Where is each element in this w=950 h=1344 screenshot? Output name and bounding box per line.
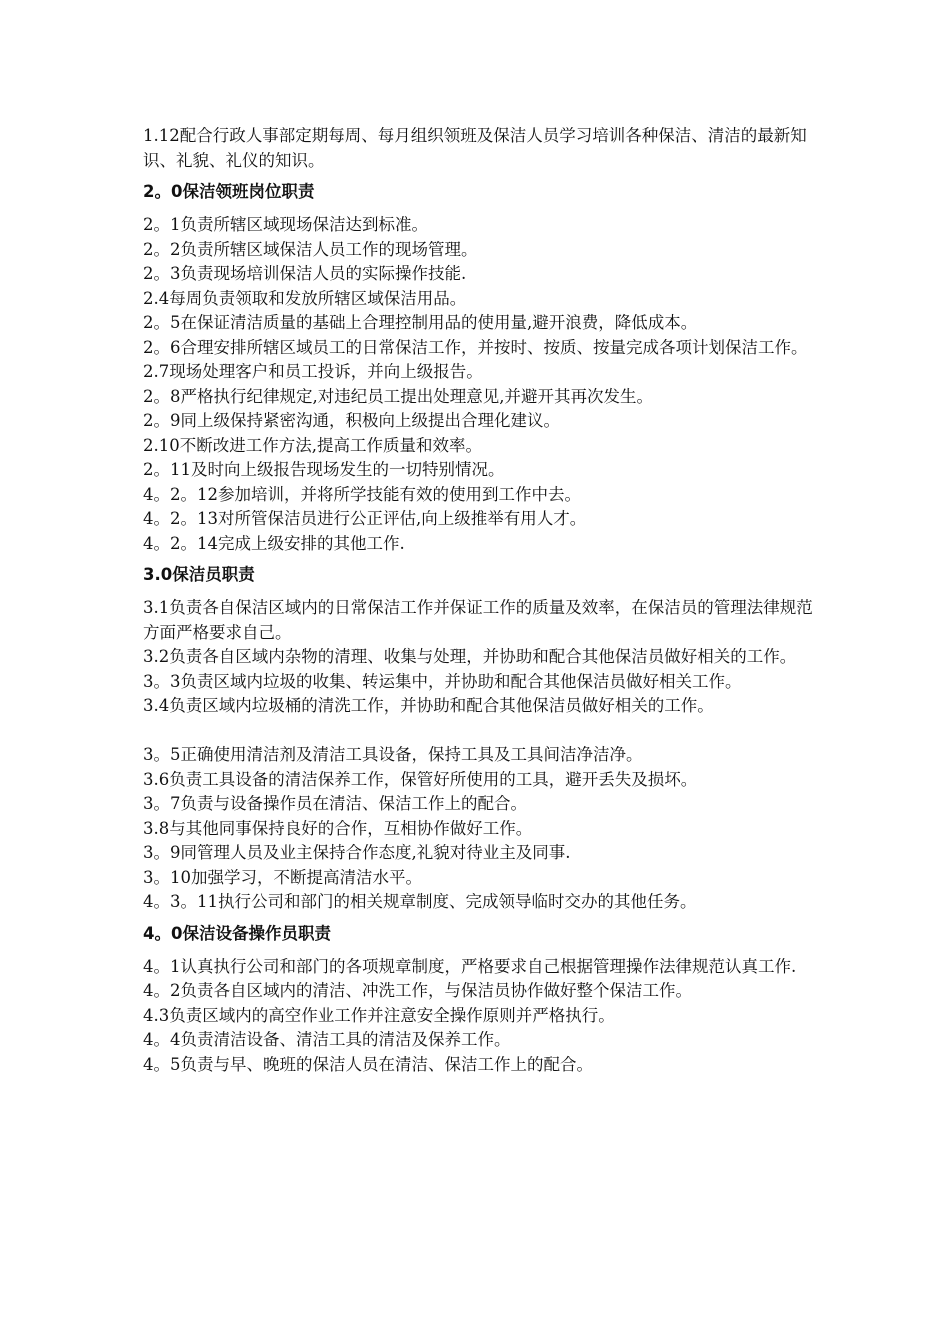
duty-item: 4。3。11执行公司和部门的相关规章制度、完成领导临时交办的其他任务。 (143, 892, 697, 911)
section-heading: 2。0保洁领班岗位职责 (143, 182, 315, 201)
duty-item: 3。3负责区域内垃圾的收集、转运集中，并协助和配合其他保洁员做好相关工作。 (143, 671, 742, 691)
duty-item: 4。2负责各自区域内的清洁、冲洗工作，与保洁员协作做好整个保洁工作。 (143, 981, 692, 1000)
duty-item: 4。2。14完成上级安排的其他工作. (143, 533, 405, 553)
duty-item: 4。5负责与早、晚班的保洁人员在清洁、保洁工作上的配合。 (143, 1054, 593, 1074)
duty-item: 2。6合理安排所辖区域员工的日常保洁工作，并按时、按质、按量完成各项计划保洁工作。 (143, 337, 808, 357)
duty-item: 4。4负责清洁设备、清洁工具的清洁及保养工作。 (143, 1030, 511, 1049)
duty-item: 3.2负责各自区域内杂物的清理、收集与处理，并协助和配合其他保洁员做好相关的工作。 (143, 647, 797, 666)
blank-line (143, 719, 823, 744)
duty-item: 2.7现场处理客户和员工投诉，并向上级报告。 (143, 362, 483, 381)
duty-item: 2。9同上级保持紧密沟通，积极向上级提出合理化建议。 (143, 411, 560, 430)
duty-item: 2。5在保证清洁质量的基础上合理控制用品的使用量,避开浪费，降低成本。 (143, 313, 698, 332)
duty-item: 2.10不断改进工作方法,提高工作质量和效率。 (143, 435, 482, 455)
duty-item: 3.4负责区域内垃圾桶的清洗工作，并协助和配合其他保洁员做好相关的工作。 (143, 696, 714, 715)
duty-item: 3.8与其他同事保持良好的合作，互相协作做好工作。 (143, 818, 533, 838)
document-page (143, 124, 823, 1077)
duty-item: 4。1认真执行公司和部门的各项规章制度，严格要求自己根据管理操作法律规范认真工作. (143, 956, 797, 976)
duty-item: 2.4每周负责领取和发放所辖区域保洁用品。 (143, 288, 467, 308)
section-heading: 3.0保洁员职责 (143, 565, 255, 584)
duty-item: 3.1负责各自保洁区域内的日常保洁工作并保证工作的质量及效率，在保洁员的管理法律规范方面严格要求自己。 (143, 598, 813, 642)
duty-item: 2。1负责所辖区域现场保洁达到标准。 (143, 215, 428, 234)
duty-item: 3。9同管理人员及业主保持合作态度,礼貌对待业主及同事. (143, 843, 571, 862)
section-heading: 4。0保洁设备操作员职责 (143, 923, 331, 943)
duty-item: 4。2。12参加培训，并将所学技能有效的使用到工作中去。 (143, 484, 581, 504)
duty-item: 3。7负责与设备操作员在清洁、保洁工作上的配合。 (143, 794, 527, 813)
duty-item: 2。2负责所辖区域保洁人员工作的现场管理。 (143, 239, 478, 259)
duty-item: 2。3负责现场培训保洁人员的实际操作技能. (143, 264, 467, 283)
section-equipment-operator-duties (143, 922, 823, 1078)
duty-item: 3。10加强学习，不断提高清洁水平。 (143, 867, 422, 887)
duty-item: 4。2。13对所管保洁员进行公正评估,向上级推举有用人才。 (143, 509, 587, 528)
duty-item: 3。5正确使用清洁剂及清洁工具设备，保持工具及工具间洁净洁净。 (143, 745, 643, 764)
duty-item: 2。11及时向上级报告现场发生的一切特别情况。 (143, 460, 505, 479)
section-team-leader-duties (143, 180, 823, 556)
section-cleaner-duties (143, 563, 823, 915)
duty-item: 2。8严格执行纪律规定,对违纪员工提出处理意见,并避开其再次发生。 (143, 386, 653, 406)
duty-item: 3.6负责工具设备的清洁保养工作，保管好所使用的工具，避开丢失及损坏。 (143, 769, 698, 789)
intro-paragraph: 1.12配合行政人事部定期每周、每月组织领班及保洁人员学习培训各种保洁、清洁的最新知识、礼貌、礼仪的知识。 (143, 126, 807, 170)
duty-item: 4.3负责区域内的高空作业工作并注意安全操作原则并严格执行。 (143, 1005, 615, 1025)
